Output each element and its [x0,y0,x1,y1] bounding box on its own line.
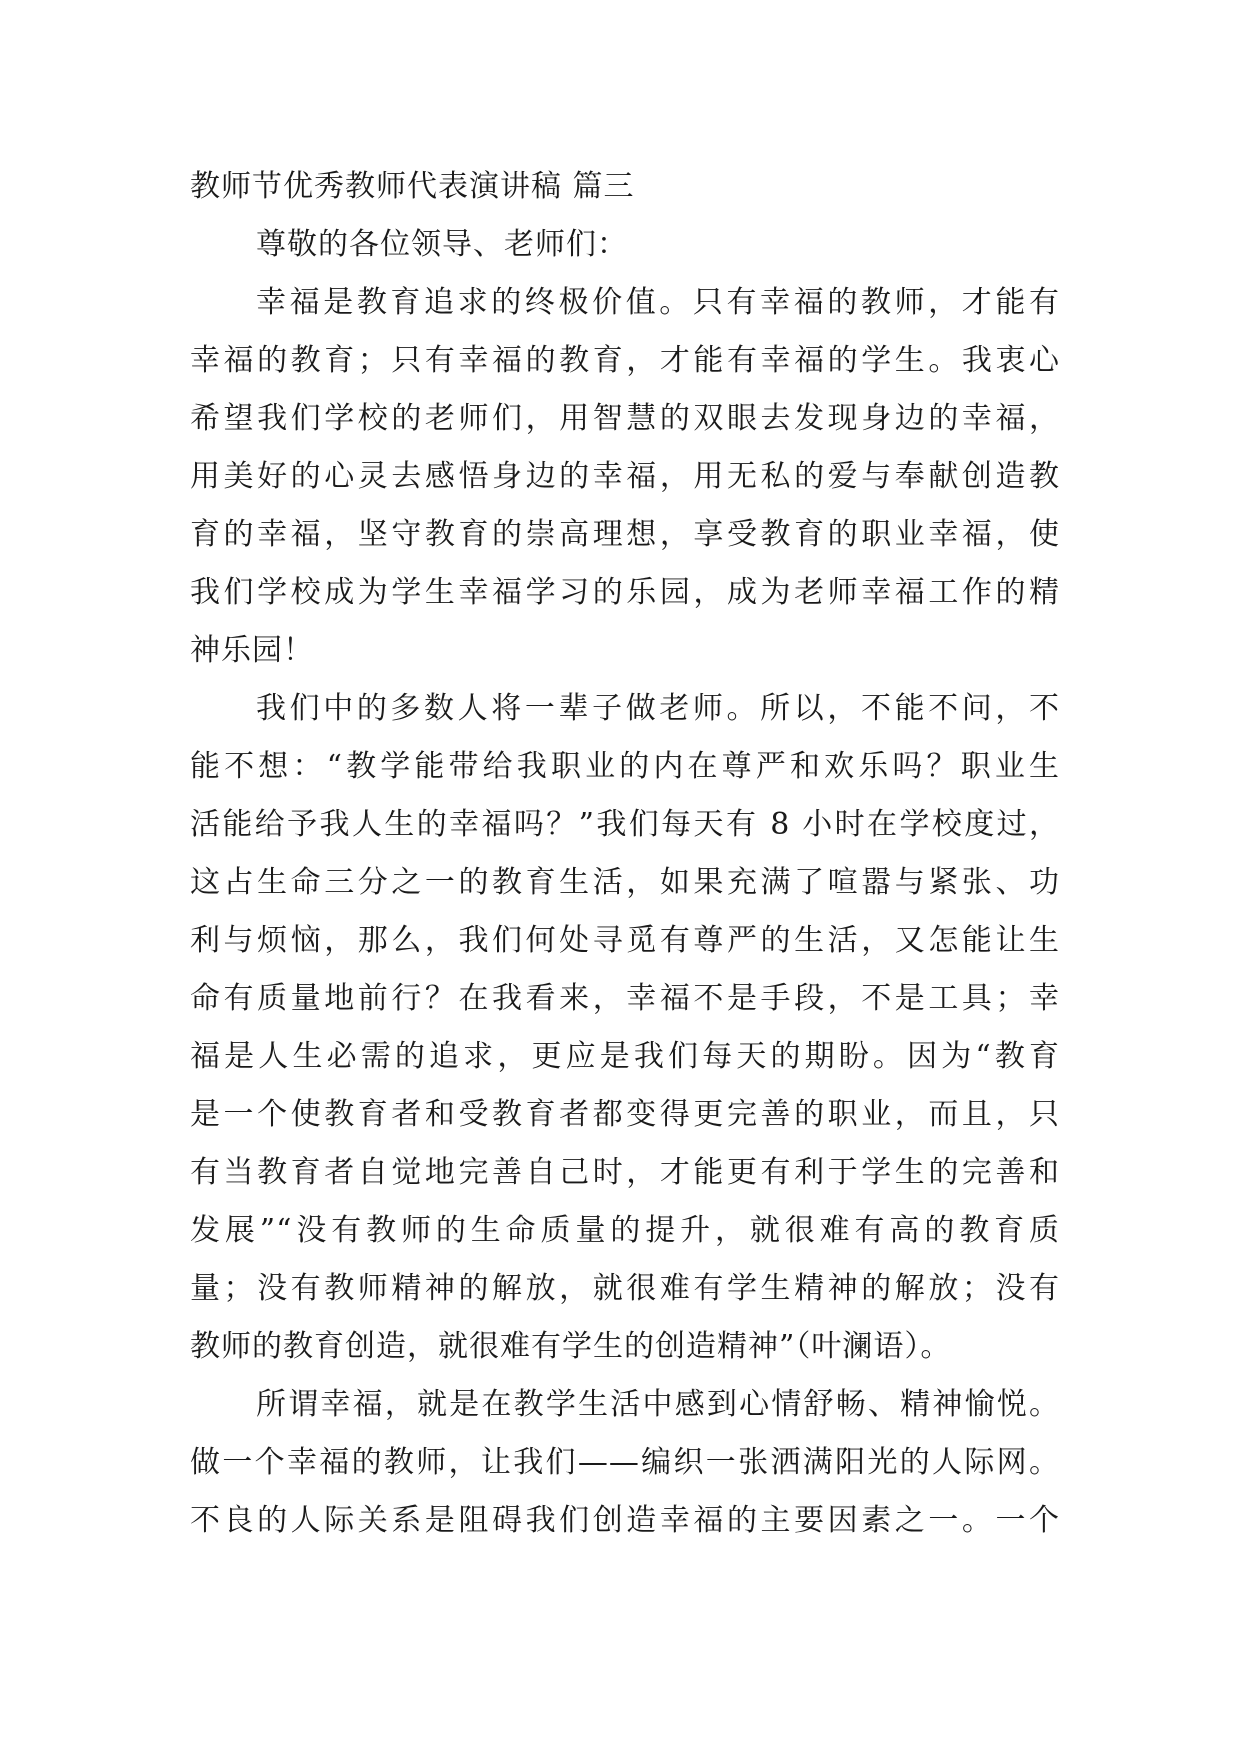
paragraph-line: 量；没有教师精神的解放，就很难有学生精神的解放；没有 [190,1271,1060,1306]
paragraph-line: 幸福的教育；只有幸福的教育，才能有幸福的学生。我衷心 [190,343,1060,378]
paragraph-line: 希望我们学校的老师们，用智慧的双眼去发现身边的幸福， [190,401,1060,436]
paragraph-line: 幸福是教育追求的终极价值。只有幸福的教师，才能有 [256,285,1060,320]
paragraph-2 [190,680,1060,1376]
paragraph-line: 福是人生必需的追求，更应是我们每天的期盼。因为“教育 [190,1039,1060,1074]
paragraph-line: 教师的教育创造，就很难有学生的创造精神”（叶澜语）。 [190,1329,952,1364]
paragraph-line: 这占生命三分之一的教育生活，如果充满了喧嚣与紧张、功 [190,865,1060,900]
paragraph-line: 有当教育者自觉地完善自己时，才能更有利于学生的完善和 [190,1155,1060,1190]
paragraph-line: 神乐园！ [190,633,314,668]
paragraph-line: 利与烦恼，那么，我们何处寻觅有尊严的生活，又怎能让生 [190,923,1060,958]
document-body [190,158,1060,1550]
paragraph-line: 命有质量地前行？在我看来，幸福不是手段，不是工具；幸 [190,981,1060,1016]
paragraph-line: 能不想：“教学能带给我职业的内在尊严和欢乐吗？职业生 [190,749,1060,784]
paragraph-3 [190,1376,1060,1550]
paragraph-line: 所谓幸福，就是在教学生活中感到心情舒畅、精神愉悦。 [256,1387,1060,1422]
paragraph-line: 我们中的多数人将一辈子做老师。所以，不能不问，不 [256,691,1060,726]
paragraph-1 [190,274,1060,680]
paragraph-line: 活能给予我人生的幸福吗？”我们每天有 8 小时在学校度过， [190,807,1060,842]
salutation: 尊敬的各位领导、老师们： [256,227,628,262]
paragraph-line: 是一个使教育者和受教育者都变得更完善的职业，而且，只 [190,1097,1060,1132]
paragraph-line: 育的幸福，坚守教育的崇高理想，享受教育的职业幸福，使 [190,517,1060,552]
paragraph-line: 我们学校成为学生幸福学习的乐园，成为老师幸福工作的精 [190,575,1060,610]
paragraph-line: 用美好的心灵去感悟身边的幸福，用无私的爱与奉献创造教 [190,459,1060,494]
paragraph-line: 不良的人际关系是阻碍我们创造幸福的主要因素之一。一个 [190,1503,1060,1538]
paragraph-line: 发展”“没有教师的生命质量的提升，就很难有高的教育质 [190,1213,1060,1248]
document-title: 教师节优秀教师代表演讲稿 篇三 [190,169,635,204]
paragraph-line: 做一个幸福的教师，让我们——编织一张洒满阳光的人际网。 [190,1445,1060,1480]
